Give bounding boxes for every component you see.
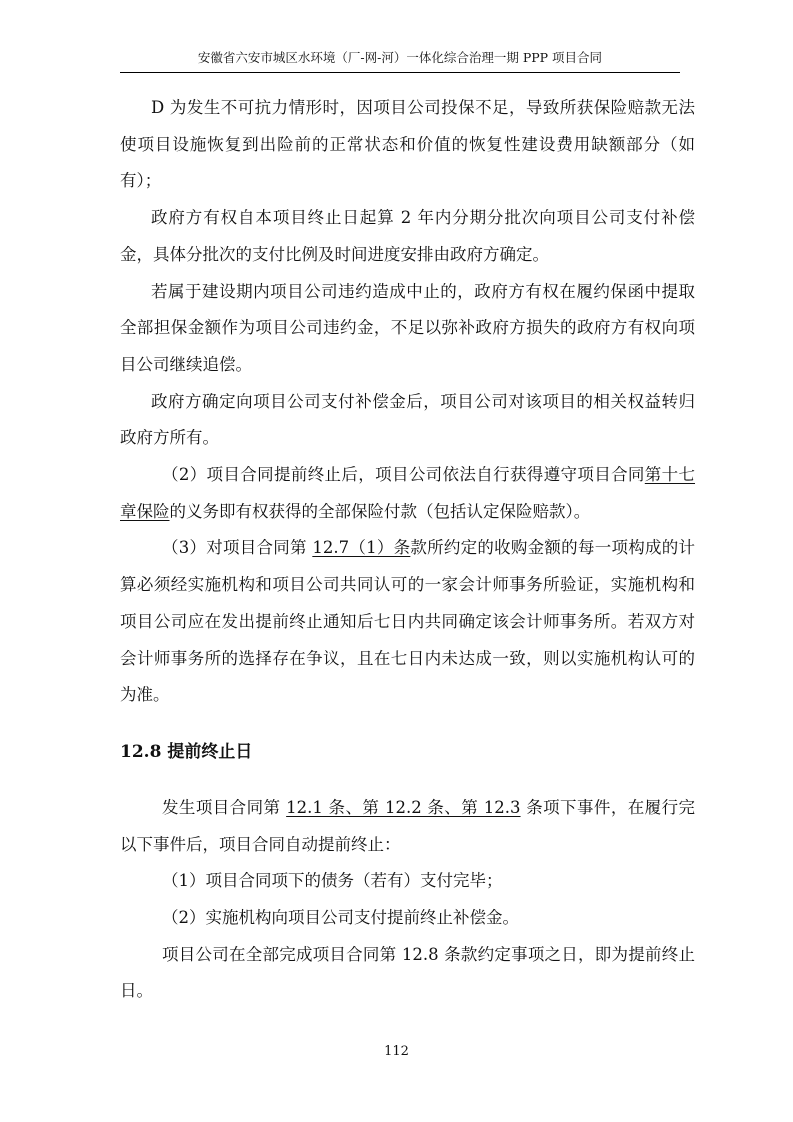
text-segment: 发生项目合同第	[162, 797, 287, 817]
text-segment: 的义务即有权获得的全部保险付款（包括认定保险赔款）。	[169, 501, 591, 521]
page-header: 安徽省六安市城区水环境（厂-网-河）一体化综合治理一期 PPP 项目合同	[197, 50, 603, 65]
section-heading: 12.8 提前终止日	[120, 741, 253, 762]
text-segment: （2）项目合同提前终止后，项目公司依法自行获得遵守项目合同	[162, 465, 645, 485]
paragraph-compensation-schedule: 政府方有权自本项目终止日起算 2 年内分期分批次向项目公司支付补偿金，具体分批次的支付比例及时间进度安排由政府方确定。	[120, 208, 695, 264]
paragraph-item-2-insurance	[120, 457, 695, 530]
paragraph-item-3-accounting	[120, 530, 695, 714]
text-segment: 条项下事件，在履行完以下事件后，项目合同自动提前终止：	[120, 797, 696, 854]
text-segment: （3）对项目合同第	[162, 538, 313, 558]
paragraph-rights-transfer: 政府方确定向项目公司支付补偿金后，项目公司对该项目的相关权益转归政府方所有。	[120, 391, 695, 448]
clause-reference-link[interactable]: 第十七章保险	[120, 465, 696, 521]
clause-reference-link[interactable]: 12.7（1）条	[312, 538, 411, 558]
list-item-debts-paid: （1）项目合同项下的债务（若有）支付完毕；	[162, 871, 503, 891]
paragraph-termination-trigger	[120, 790, 695, 863]
page-number: 112	[384, 1044, 409, 1059]
text-segment: 款所约定的收购金额的每一项构成的计算必须经实施机构和项目公司共同认可的一家会计师事务所验证，实施机构和项目公司应在发出提前终止通知后七日内共同确定该会计师事务所。若双方对会计师事务所的选择存在争议，且在七日内未达成一致，则以实施机构认可的为准。	[120, 538, 695, 705]
clause-reference-link[interactable]: 12.1 条、第 12.2 条、第 12.3	[286, 797, 521, 817]
header-divider	[120, 72, 680, 73]
list-item-compensation-paid: （2）实施机构向项目公司支付提前终止补偿金。	[162, 908, 519, 928]
paragraph-construction-default: 若属于建设期内项目公司违约造成中止的，政府方有权在履约保函中提取全部担保金额作为项目公司违约金，不足以弥补政府方损失的政府方有权向项目公司继续追偿。	[120, 281, 695, 374]
paragraph-termination-date: 项目公司在全部完成项目合同第 12.8 条款约定事项之日，即为提前终止日。	[120, 944, 695, 1001]
document-body	[120, 90, 695, 1010]
paragraph-d-insurance-shortfall: D 为发生不可抗力情形时，因项目公司投保不足，导致所获保险赔款无法使项目设施恢复到出险前的正常状态和价值的恢复性建设费用缺额部分（如有）；	[120, 98, 695, 191]
